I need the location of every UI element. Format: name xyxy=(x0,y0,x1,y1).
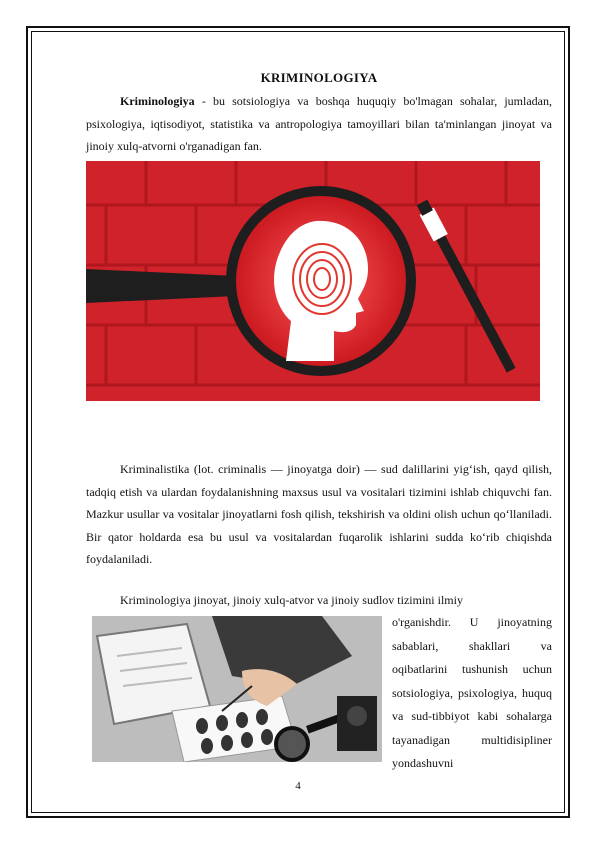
term-kriminologiya: Kriminologiya xyxy=(120,94,195,108)
page-title: KRIMINOLOGIYA xyxy=(260,70,378,85)
page-number: 4 xyxy=(295,780,301,792)
paragraph-kriminalistika: Kriminalistika (lot. criminalis — jinoyatga doir) — sud dalillarini yig‘ish, qayd qilish, tadqiq etish va ulardan foydalanishning maxsus usul va vositalari tizimini ishlab chiquvchi fan. Mazkur usullar va vositalar jinoyatlarni fosh qilish, tekshirish va oldini olish uchun qo‘llaniladi. Bir qator holdarda esa bu usul va vositalardan fuqarolik ishlarini sudda ko‘rib chiqishda foydalaniladi. xyxy=(86,462,552,566)
paragraph-kriminologiya-intro: Kriminologiya jinoyat, jinoiy xulq-atvor va jinoiy sudlov tizimini ilmiy xyxy=(120,593,463,607)
paragraph-kriminologiya-continued: o'rganishdir. U jinoyatning sabablari, shakllari va oqibatlarini tushunish uchun sotsiologiya, psixologiya, huquq va sud-tibbiyot kabi sohalarga tayanadigan multidisipliner yondashuvni xyxy=(392,615,552,770)
fingerprint-card-photo xyxy=(92,616,382,762)
paragraph-text: - bu sotsiologiya va boshqa huquqiy bo'lmagan sohalar, jumladan, psixologiya, iqtisodiyot, statistika va antropologiya tamoyillari bilan ta'minlangan jinoyat va jinoiy xulq-atvorni o'rganadigan fan. xyxy=(86,94,552,153)
paragraph-kriminologiya xyxy=(86,90,552,158)
fingerprint-magnifier-illustration xyxy=(86,161,540,401)
